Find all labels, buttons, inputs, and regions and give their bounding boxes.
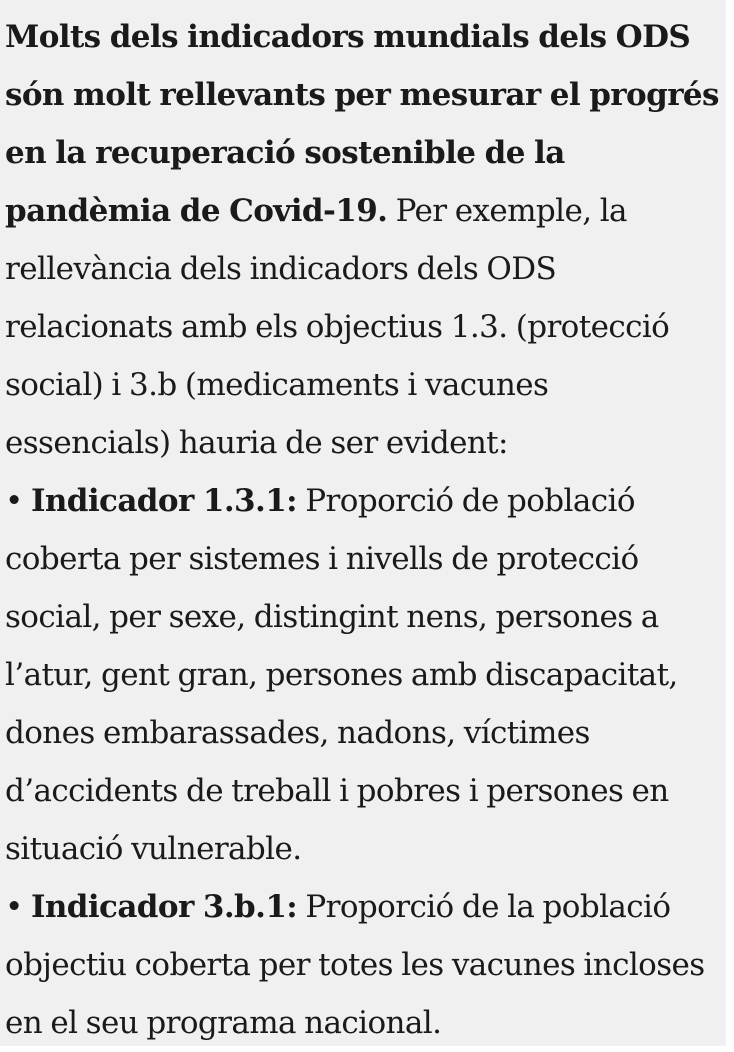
intro-paragraph [5,8,720,472]
bullet-text: Proporció de la població objectiu coberta per totes les vacunes incloses en el seu programa nacional. [5,889,705,1041]
intro-bold-statement: Molts dels indicadors mundials dels ODS són molt rellevants per mesurar el progrés en la recuperació sostenible de la pandèmia de Covid-19. [5,19,719,229]
bullet-item-3-b-1 [5,878,720,1052]
bullet-label: Indicador 1.3.1: [30,483,298,519]
bullet-item-1-3-1 [5,472,720,878]
bullet-label: Indicador 3.b.1: [30,889,298,925]
bullet-marker: • [5,889,31,925]
bullet-text: Proporció de població coberta per sistemes i nivells de protecció social, per sexe, distingint nens, persones a l’atur, gent gran, persones amb discapacitat, dones embarassades, nadons, víctimes d’accidents de treball i pobres i persones en situació vulnerable. [5,483,678,867]
intro-text: Per exemple, la rellevància dels indicadors dels ODS relacionats amb els objectius 1.3. (protecció social) i 3.b (medicaments i vacunes essencials) hauria de ser evident: [5,193,670,461]
bullet-marker: • [5,483,31,519]
